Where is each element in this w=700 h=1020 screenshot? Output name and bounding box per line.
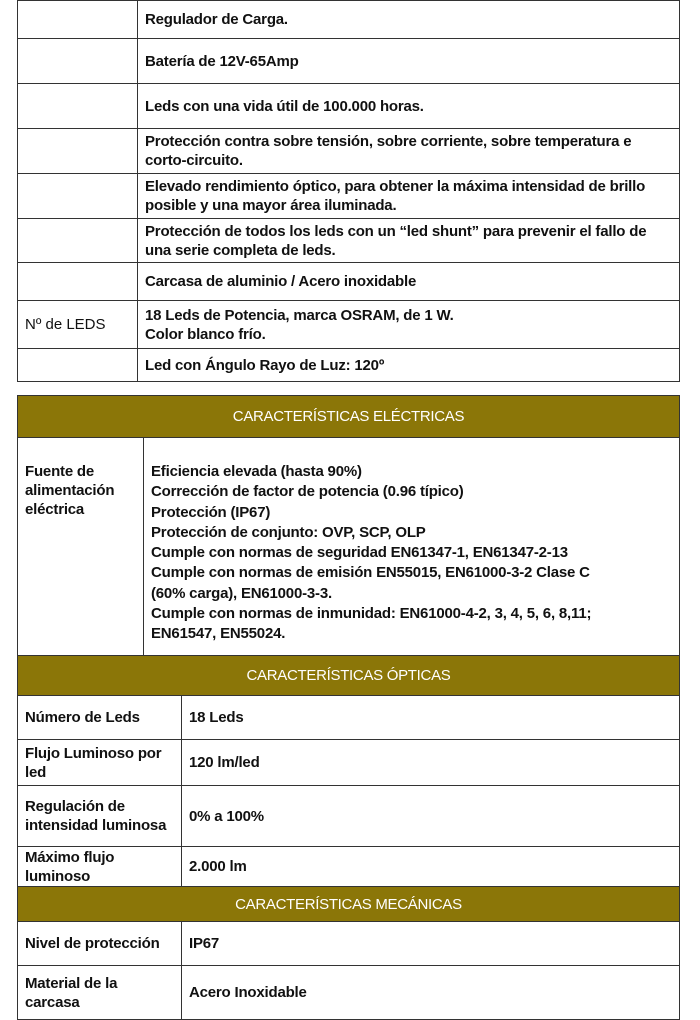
row-label: Nº de LEDS (18, 301, 138, 349)
row-value: Elevado rendimiento óptico, para obtener la máxima intensidad de brillo posible y una mayor área iluminada. (138, 174, 680, 219)
row-label (18, 263, 138, 301)
features-table (17, 0, 680, 382)
row-label: Máximo flujo luminoso (18, 847, 182, 887)
table-row (18, 174, 680, 219)
row-value: 0% a 100% (182, 786, 680, 847)
section-header (18, 656, 680, 696)
row-value: IP67 (182, 922, 680, 966)
value-line: 18 Leds de Potencia, marca OSRAM, de 1 W. (145, 306, 454, 324)
row-value: Led con Ángulo Rayo de Luz: 120º (138, 349, 680, 382)
row-value (138, 301, 680, 349)
table-row (18, 349, 680, 382)
row-label (18, 129, 138, 174)
row-label (18, 39, 138, 84)
row-value: 18 Leds (182, 696, 680, 740)
table-row (18, 39, 680, 84)
row-value: Protección contra sobre tensión, sobre corriente, sobre temperatura e corto-circuito. (138, 129, 680, 174)
row-value: Leds con una vida útil de 100.000 horas. (138, 84, 680, 129)
row-value: Acero Inoxidable (182, 966, 680, 1020)
table-row (18, 922, 680, 966)
row-value: 2.000 lm (182, 847, 680, 887)
table-row (18, 1, 680, 39)
row-label: Material de la carcasa (18, 966, 182, 1020)
table-row (18, 438, 680, 656)
row-label (18, 84, 138, 129)
row-label (18, 174, 138, 219)
row-label (18, 1, 138, 39)
value-line: Color blanco frío. (145, 325, 266, 343)
row-label: Nivel de protección (18, 922, 182, 966)
row-value: Carcasa de aluminio / Acero inoxidable (138, 263, 680, 301)
row-label: Fuente de alimentación eléctrica (18, 438, 144, 656)
table-row (18, 847, 680, 887)
row-label (18, 349, 138, 382)
electrical-header: CARACTERÍSTICAS ELÉCTRICAS (18, 396, 680, 438)
row-label: Flujo Luminoso por led (18, 740, 182, 786)
optical-header: CARACTERÍSTICAS ÓPTICAS (18, 656, 680, 696)
row-value: Protección de todos los leds con un “led shunt” para prevenir el fallo de una serie completa de leds. (138, 219, 680, 263)
table-row (18, 263, 680, 301)
electrical-details: Eficiencia elevada (hasta 90%) Corrección de factor de potencia (0.96 típico) Protección (IP67) Protección de conjunto: OVP, SCP, OLP Cumple con normas de seguridad EN61347-1, EN61347-2-13 Cumple con normas de emisión EN55015, EN61000-3-2 Clase C (60% carga), EN61000-3-3. Cumple con normas de inmunidad: EN61000-4-2, 3, 4, 5, 6, 8,11; EN61547, EN55024. (144, 438, 680, 656)
row-label: Número de Leds (18, 696, 182, 740)
mechanical-header: CARACTERÍSTICAS MECÁNICAS (18, 887, 680, 922)
table-row (18, 129, 680, 174)
table-row (18, 696, 680, 740)
table-row (18, 966, 680, 1020)
specs-table (17, 395, 680, 1020)
row-label: Regulación de intensidad luminosa (18, 786, 182, 847)
table-row (18, 786, 680, 847)
table-row (18, 219, 680, 263)
section-header (18, 396, 680, 438)
row-value: Regulador de Carga. (138, 1, 680, 39)
row-label (18, 219, 138, 263)
table-row (18, 740, 680, 786)
row-value: 120 lm/led (182, 740, 680, 786)
table-row (18, 301, 680, 349)
section-header (18, 887, 680, 922)
row-value: Batería de 12V-65Amp (138, 39, 680, 84)
table-row (18, 84, 680, 129)
